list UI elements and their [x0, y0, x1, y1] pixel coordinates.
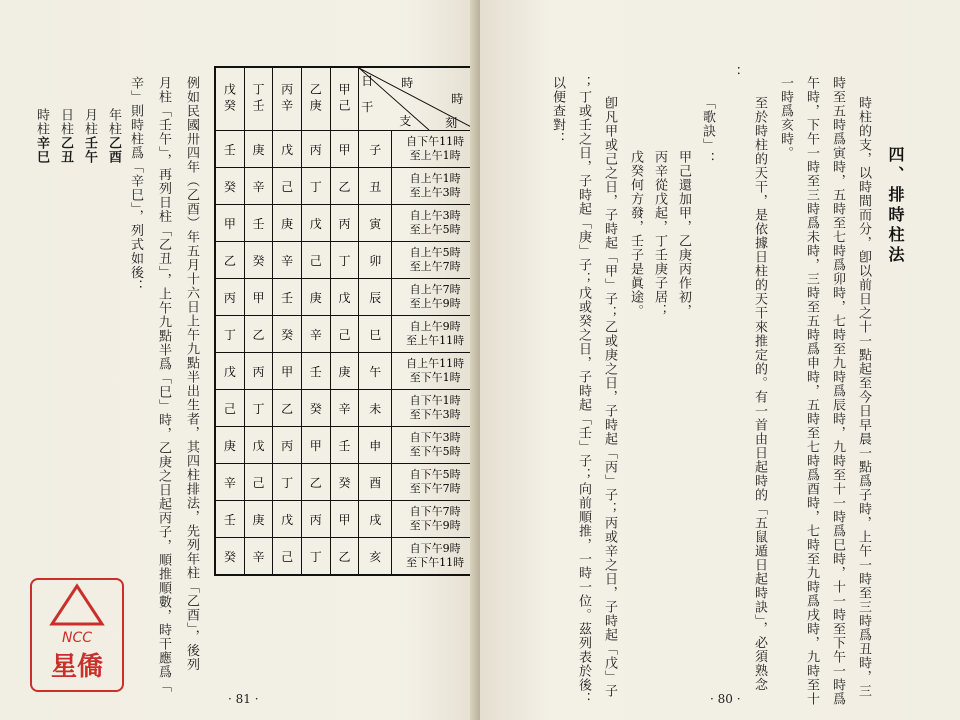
table-row [215, 205, 479, 242]
time-from: 自上午3時 [409, 209, 461, 222]
time-range-cell [392, 168, 479, 205]
hour-stem-cell: 丙 [244, 353, 273, 390]
song-label: 「歌訣」： [700, 96, 715, 166]
time-range-cell [392, 464, 479, 501]
day-stem-header: 丙辛 [273, 67, 302, 131]
table-header-row [215, 67, 479, 131]
time-range-cell [392, 427, 479, 464]
text-column-3: 辛」則時柱爲「辛巳」，列式如後： [128, 76, 143, 294]
triangle-icon [32, 580, 122, 630]
hour-stem-cell: 癸 [301, 390, 330, 427]
hour-stem-cell: 乙 [330, 538, 359, 576]
hour-stem-cell: 己 [244, 464, 273, 501]
time-from: 自下午3時 [409, 431, 461, 444]
time-from: 自上午1時 [409, 172, 461, 185]
table-row [215, 168, 479, 205]
hour-stem-cell: 己 [273, 538, 302, 576]
table-row [215, 427, 479, 464]
time-to: 至上午1時 [409, 149, 461, 162]
hour-stem-cell: 甲 [215, 205, 244, 242]
hour-stem-cell: 癸 [273, 316, 302, 353]
table-row [215, 538, 479, 576]
hour-stem-cell: 甲 [301, 427, 330, 464]
paragraph-column-6: ： [726, 66, 741, 80]
branch-cell: 巳 [359, 316, 392, 353]
pillar-day: 日柱乙丑 [58, 108, 73, 164]
branch-cell: 申 [359, 427, 392, 464]
corner-label: 支 [399, 114, 412, 128]
song-line-3: 戊癸何方發，壬子是眞途。 [628, 150, 643, 318]
pillar-month: 月柱壬午 [82, 108, 97, 164]
table-corner-header [359, 67, 479, 131]
hour-stem-cell: 丙 [330, 205, 359, 242]
hour-stem-cell: 庚 [244, 501, 273, 538]
after-column-3: 以便查對： [550, 76, 565, 146]
section-heading: 四、排時柱法 [886, 146, 905, 266]
day-stem-header: 丁壬 [244, 67, 273, 131]
corner-label: 時 [401, 76, 414, 90]
hour-stem-cell: 丙 [215, 279, 244, 316]
page-number: · 80 · [710, 692, 741, 706]
hour-stem-cell: 甲 [244, 279, 273, 316]
hour-stem-cell: 戊 [273, 501, 302, 538]
branch-cell: 卯 [359, 242, 392, 279]
hour-stem-cell: 庚 [273, 205, 302, 242]
text-column-1: 例如民國卅四年（乙酉）年五月十六日上午九點半出生者，其四柱排法，先列年柱「乙酉」，後列 [184, 76, 199, 672]
after-column-1: 卽凡甲或己之日，子時起「甲」子；乙或庚之日，子時起「丙」子；丙或辛之日，子時起「戊」子 [602, 96, 617, 698]
hour-stem-cell: 乙 [215, 242, 244, 279]
hour-stem-cell: 癸 [330, 464, 359, 501]
pillar-year: 年柱乙酉 [106, 108, 121, 164]
hour-stem-cell: 庚 [330, 353, 359, 390]
day-stem-header: 乙庚 [301, 67, 330, 131]
hour-stem-cell: 癸 [215, 168, 244, 205]
time-from: 自上午11時 [406, 357, 465, 370]
hour-stem-cell: 癸 [244, 242, 273, 279]
hour-stem-cell: 壬 [301, 353, 330, 390]
corner-label: 時 [451, 92, 464, 106]
day-stem-header: 甲己 [330, 67, 359, 131]
corner-label: 日 [361, 74, 374, 88]
hour-stem-cell: 戊 [301, 205, 330, 242]
hour-stem-cell: 甲 [330, 131, 359, 168]
time-to: 至下午5時 [409, 445, 461, 458]
time-to: 至下午11時 [406, 556, 465, 569]
hour-stem-cell: 己 [273, 168, 302, 205]
table-row [215, 316, 479, 353]
time-to: 至下午1時 [409, 371, 461, 384]
branch-cell: 子 [359, 131, 392, 168]
hour-stem-cell: 壬 [273, 279, 302, 316]
hour-stem-cell: 壬 [215, 501, 244, 538]
time-to: 至上午7時 [409, 260, 461, 273]
hour-stem-cell: 戊 [244, 427, 273, 464]
pillar-hour: 時柱辛巳 [34, 108, 49, 164]
song-line-2: 丙辛從戊起，丁壬庚子居； [652, 150, 667, 318]
table-row [215, 279, 479, 316]
time-to: 至下午3時 [409, 408, 461, 421]
hour-stem-cell: 戊 [215, 353, 244, 390]
hour-stem-table [214, 66, 480, 576]
hour-stem-cell: 乙 [244, 316, 273, 353]
branch-cell: 丑 [359, 168, 392, 205]
table-row [215, 390, 479, 427]
time-range-cell [392, 279, 479, 316]
hour-stem-cell: 辛 [301, 316, 330, 353]
time-to: 至上午9時 [409, 297, 461, 310]
hour-stem-cell: 己 [330, 316, 359, 353]
hour-stem-cell: 辛 [273, 242, 302, 279]
hour-stem-cell: 丁 [330, 242, 359, 279]
time-range-cell [392, 353, 479, 390]
time-to: 至上午11時 [406, 334, 465, 347]
hour-stem-cell: 己 [215, 390, 244, 427]
right-page [480, 0, 960, 720]
table-row [215, 242, 479, 279]
branch-cell: 寅 [359, 205, 392, 242]
page-number: · 81 · [228, 692, 259, 706]
time-to: 至上午5時 [409, 223, 461, 236]
song-line-1: 甲己還加甲，乙庚丙作初， [676, 150, 691, 318]
hour-stem-cell: 丁 [215, 316, 244, 353]
time-from: 自下午5時 [409, 468, 461, 481]
time-to: 至下午7時 [409, 482, 461, 495]
hour-stem-cell: 辛 [244, 538, 273, 576]
stamp-text-top: NCC [61, 630, 93, 646]
corner-label: 刻 [445, 116, 458, 130]
hour-stem-cell: 戊 [330, 279, 359, 316]
time-from: 自上午9時 [409, 320, 461, 333]
branch-cell: 戌 [359, 501, 392, 538]
time-range-cell [392, 316, 479, 353]
table-row [215, 131, 479, 168]
branch-cell: 辰 [359, 279, 392, 316]
corner-label: 干 [361, 100, 374, 114]
hour-stem-cell: 丁 [273, 464, 302, 501]
hour-stem-cell: 庚 [244, 131, 273, 168]
table-row [215, 464, 479, 501]
branch-cell: 酉 [359, 464, 392, 501]
time-from: 自下午11時 [406, 135, 465, 148]
time-from: 自下午9時 [409, 542, 461, 555]
paragraph-column-2: 時至五時爲寅時，五時至七時爲卯時，七時至九時爲辰時，九時至十一時爲巳時，十一時至下午一時爲 [830, 76, 845, 706]
time-to: 至上午3時 [409, 186, 461, 199]
hour-stem-cell: 庚 [215, 427, 244, 464]
table-row [215, 353, 479, 390]
time-from: 自上午7時 [409, 283, 461, 296]
table-row [215, 501, 479, 538]
time-to: 至下午9時 [409, 519, 461, 532]
time-from: 自下午7時 [409, 505, 461, 518]
time-from: 自上午5時 [409, 246, 461, 259]
hour-stem-cell: 庚 [301, 279, 330, 316]
hour-stem-cell: 壬 [244, 205, 273, 242]
hour-stem-cell: 丁 [301, 538, 330, 576]
branch-cell: 午 [359, 353, 392, 390]
hour-stem-cell: 乙 [301, 464, 330, 501]
paragraph-column-5: 至於時柱的天干，是依據日柱的天干來推定的。有一首由日起時的「五鼠遁日起時訣」，必須熟念 [752, 96, 767, 692]
hour-stem-cell: 丙 [273, 427, 302, 464]
hour-stem-cell: 辛 [244, 168, 273, 205]
time-range-cell [392, 501, 479, 538]
hour-stem-cell: 丙 [301, 501, 330, 538]
time-range-cell [392, 131, 479, 168]
day-stem-header: 戊癸 [215, 67, 244, 131]
hour-stem-cell: 乙 [330, 168, 359, 205]
after-column-2: ；丁或壬之日，子時起「庚」子；戊或癸之日，子時起「壬」子；向前順推，一時一位。茲列表於後： [576, 76, 591, 706]
time-from: 自下午1時 [409, 394, 461, 407]
text-column-2: 月柱「壬午」，再列日柱「乙丑」，上午九點半爲「巳」時，乙庚之日起丙子，順推順數，時干應爲「 [156, 76, 171, 693]
hour-stem-cell: 癸 [215, 538, 244, 576]
hour-stem-cell: 辛 [330, 390, 359, 427]
branch-cell: 亥 [359, 538, 392, 576]
time-range-cell [392, 390, 479, 427]
hour-stem-cell: 丁 [301, 168, 330, 205]
stamp-text-bottom: 星僑 [50, 652, 103, 682]
hour-stem-cell: 甲 [330, 501, 359, 538]
time-range-cell [392, 242, 479, 279]
hour-stem-cell: 壬 [330, 427, 359, 464]
ncc-stamp-logo [30, 578, 124, 692]
time-range-cell [392, 538, 479, 576]
hour-stem-cell: 辛 [215, 464, 244, 501]
paragraph-column-3: 午時，下午一時至三時爲未時，三時至五時爲申時，五時至七時爲酉時，七時至九時爲戌時，九時至十 [804, 76, 819, 706]
time-range-cell [392, 205, 479, 242]
hour-stem-cell: 壬 [215, 131, 244, 168]
hour-stem-cell: 丙 [301, 131, 330, 168]
hour-stem-cell: 丁 [244, 390, 273, 427]
hour-stem-cell: 甲 [273, 353, 302, 390]
paragraph-column-1: 時柱的支，以時間而分，卽以前日之十一點起至今日早晨一點爲子時，上午一時至三時爲丑時，三 [856, 96, 871, 698]
hour-stem-cell: 乙 [273, 390, 302, 427]
paragraph-column-4: 一時爲亥時。 [778, 76, 793, 160]
hour-stem-cell: 己 [301, 242, 330, 279]
hour-stem-cell: 戊 [273, 131, 302, 168]
branch-cell: 未 [359, 390, 392, 427]
